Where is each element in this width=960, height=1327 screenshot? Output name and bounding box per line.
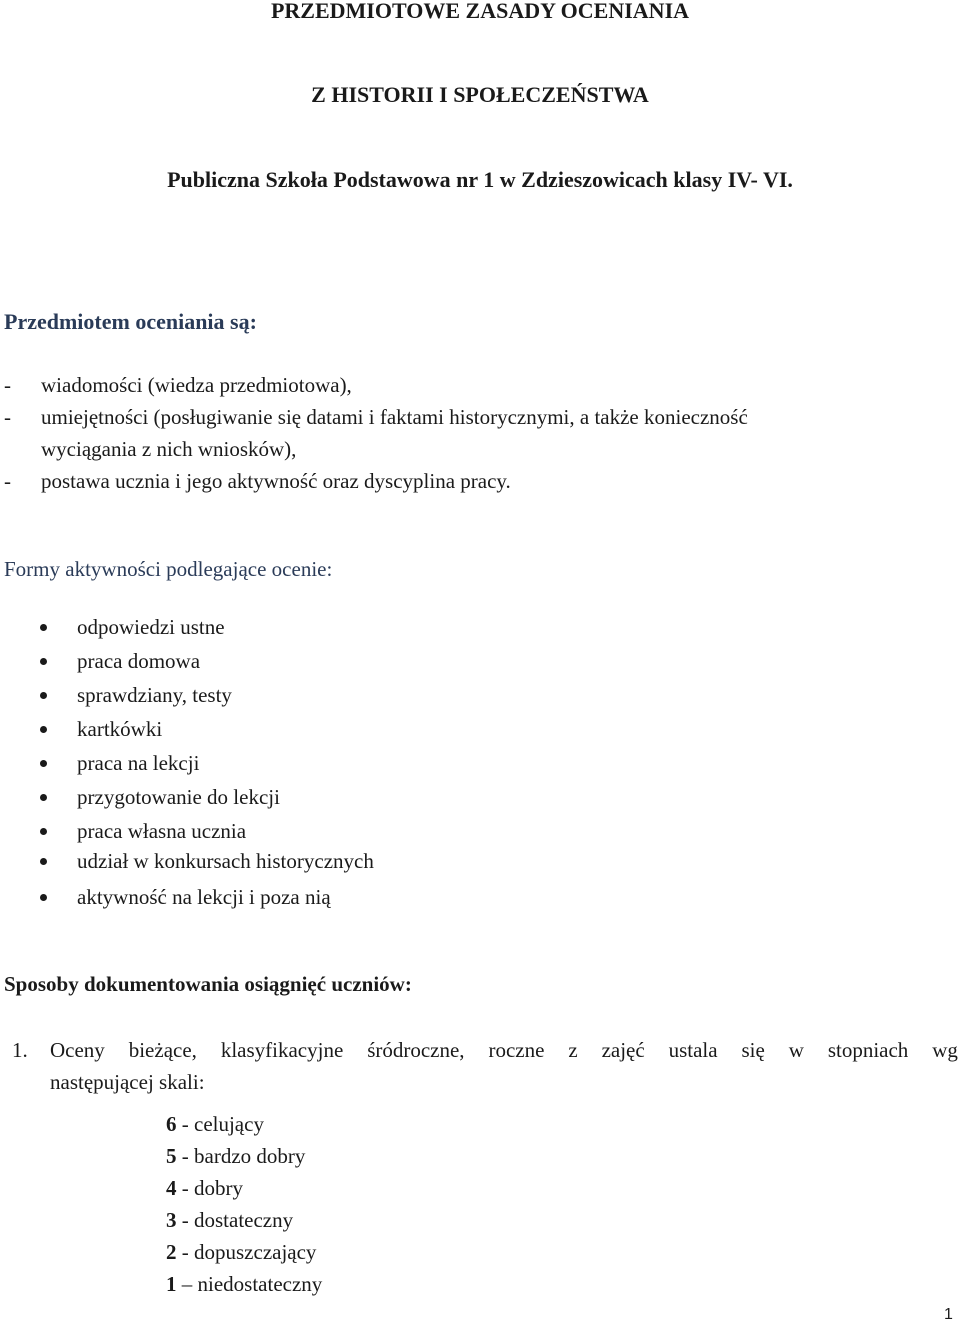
item-number: 1. — [12, 1038, 28, 1062]
item-text-continued: następującej skali: — [50, 1070, 205, 1094]
scale-row — [166, 1208, 293, 1233]
list-item-text-continued: wyciągania z nich wniosków), — [41, 437, 297, 461]
word: Oceny — [50, 1038, 105, 1062]
list-item-text: kartkówki — [77, 717, 163, 741]
word: wg — [932, 1038, 958, 1062]
word: się — [741, 1038, 765, 1062]
bullet-icon — [40, 726, 47, 733]
bullet-icon — [40, 794, 47, 801]
grade-label: dobry — [194, 1176, 243, 1200]
grade-label: celujący — [194, 1112, 264, 1136]
bullet-icon — [40, 894, 47, 901]
list-marker: - — [4, 469, 11, 493]
grade-separator: - — [176, 1112, 194, 1136]
list-marker: - — [4, 373, 11, 397]
grade-separator: - — [176, 1208, 194, 1232]
section-heading-activity-forms: Formy aktywności podlegające ocenie: — [4, 557, 333, 581]
list-item-text: praca domowa — [77, 649, 201, 673]
document-subtitle: Z HISTORII I SPOŁECZEŃSTWA — [311, 82, 649, 107]
grade-separator: - — [176, 1144, 194, 1168]
school-name: Publiczna Szkoła Podstawowa nr 1 w Zdzieszowicach klasy IV- VI. — [167, 167, 793, 192]
list-item-text: odpowiedzi ustne — [77, 615, 225, 639]
grade-number: 3 — [166, 1208, 177, 1232]
grade-label: bardzo dobry — [194, 1144, 306, 1168]
list-item-text: wiadomości (wiedza przedmiotowa), — [41, 373, 352, 397]
section-heading-assessment-subject: Przedmiotem oceniania są: — [4, 309, 257, 334]
bullet-icon — [40, 692, 47, 699]
grade-separator: – — [176, 1272, 198, 1296]
grade-number: 5 — [166, 1144, 177, 1168]
bullet-icon — [40, 624, 47, 631]
grade-number: 1 — [166, 1272, 177, 1296]
grade-label: dostateczny — [194, 1208, 294, 1232]
list-item-text: przygotowanie do lekcji — [77, 785, 280, 809]
scale-row — [166, 1240, 316, 1265]
bullet-icon — [40, 858, 47, 865]
bullet-icon — [40, 828, 47, 835]
grade-label: dopuszczający — [194, 1240, 317, 1264]
scale-row — [166, 1176, 243, 1201]
bullet-icon — [40, 760, 47, 767]
grade-number: 2 — [166, 1240, 177, 1264]
word: w — [788, 1038, 804, 1062]
list-item-text: postawa ucznia i jego aktywność oraz dyscyplina pracy. — [41, 469, 511, 493]
list-item-text: aktywność na lekcji i poza nią — [77, 885, 331, 909]
word: ustala — [668, 1038, 718, 1062]
list-item-text: umiejętności (posługiwanie się datami i faktami historycznymi, a także konieczność — [41, 405, 748, 429]
list-item-text: udział w konkursach historycznych — [77, 849, 374, 873]
scale-row — [166, 1144, 305, 1169]
grade-separator: - — [176, 1176, 194, 1200]
list-item-text: sprawdziany, testy — [77, 683, 232, 707]
list-marker: - — [4, 405, 11, 429]
grade-label: niedostateczny — [197, 1272, 323, 1296]
list-item-text: praca własna ucznia — [77, 819, 247, 843]
bullet-icon — [40, 658, 47, 665]
grade-separator: - — [176, 1240, 194, 1264]
word: klasyfikacyjne — [220, 1038, 344, 1062]
justified-text-line — [50, 1038, 958, 1063]
grade-number: 4 — [166, 1176, 177, 1200]
grade-number: 6 — [166, 1112, 177, 1136]
section-heading-documentation: Sposoby dokumentowania osiągnięć uczniów: — [4, 972, 412, 996]
word: śródroczne, — [367, 1038, 465, 1062]
word: bieżące, — [128, 1038, 197, 1062]
document-title: PRZEDMIOTOWE ZASADY OCENIANIA — [270, 0, 690, 23]
word: roczne — [488, 1038, 545, 1062]
word: z — [568, 1038, 578, 1062]
word: stopniach — [827, 1038, 909, 1062]
word: zajęć — [601, 1038, 645, 1062]
scale-row — [166, 1272, 322, 1297]
page-number: 1 — [944, 1306, 953, 1323]
scale-row — [166, 1112, 264, 1137]
list-item-text: praca na lekcji — [77, 751, 200, 775]
